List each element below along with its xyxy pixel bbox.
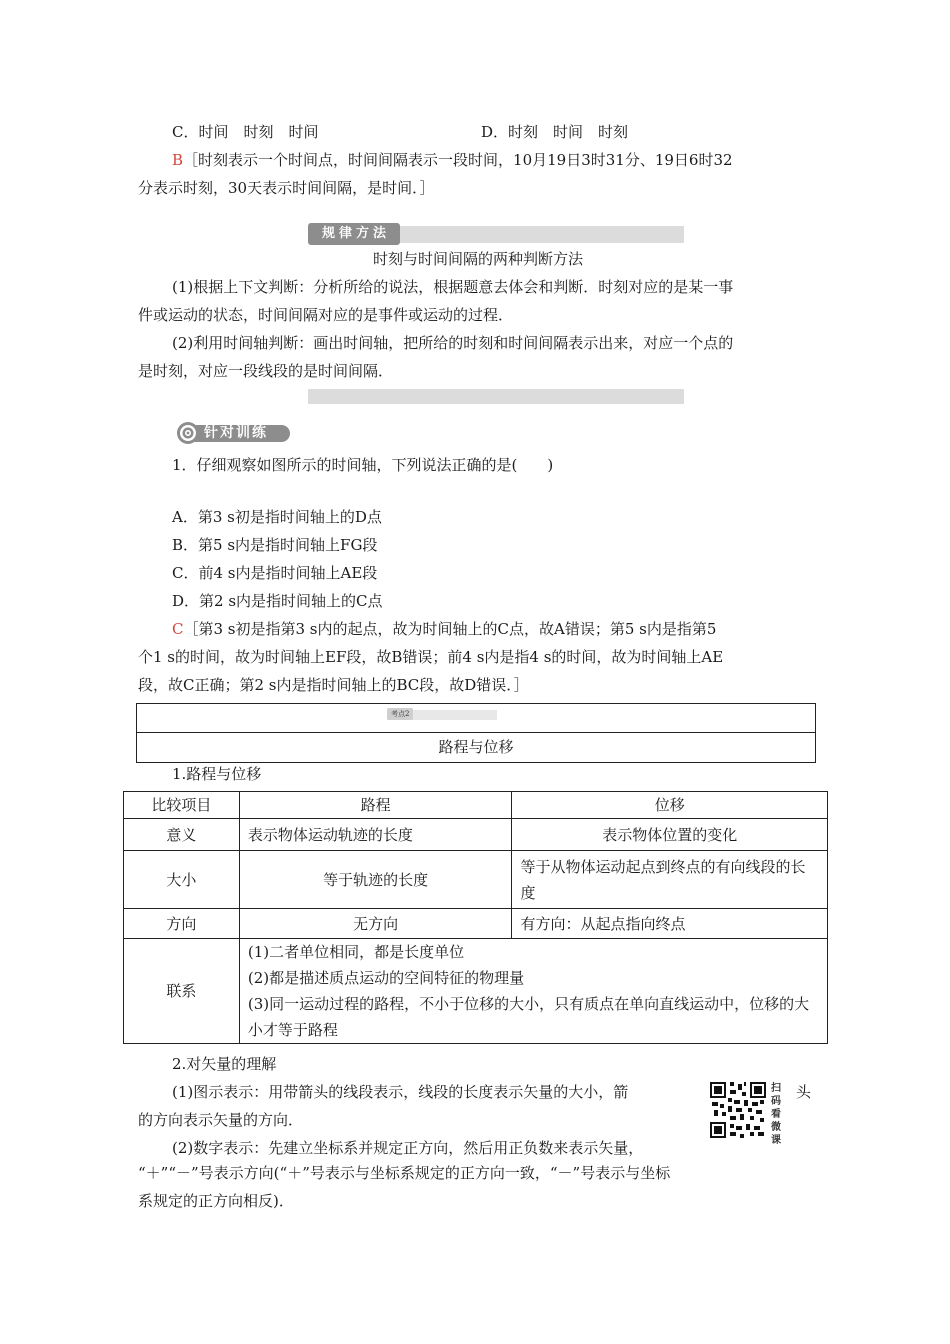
table-link-cell <box>239 939 827 1044</box>
option-c: C．时间 时刻 时间 <box>172 123 319 141</box>
section2-p2-line1: (2)数字表示：先建立坐标系并规定正方向，然后用正负数来表示矢量， <box>172 1139 644 1157</box>
answer-explanation <box>138 146 852 174</box>
comparison-table <box>123 791 828 1044</box>
section2-p1-line1: (1)图示表示：用带箭头的线段表示，线段的长度表示矢量的大小，箭 <box>172 1083 629 1101</box>
explanation-text-2: 分表示时刻，30天表示时间间隔，是时间．］ <box>138 179 435 197</box>
training-option-d: D．第2 s内是指时间轴上的C点 <box>172 592 383 610</box>
method-banner-end <box>308 389 684 404</box>
training-answer <box>138 615 852 643</box>
table-cell: 表示物体运动轨迹的长度 <box>239 819 512 851</box>
section1-heading: 1.路程与位移 <box>172 765 262 783</box>
kaodian-tag <box>387 710 497 720</box>
table-cell: 联系 <box>124 939 240 1044</box>
table-cell: 方向 <box>124 909 240 939</box>
training-answer-letter: C <box>172 620 184 638</box>
kaodian-box <box>136 703 816 763</box>
training-explanation-3: 段，故C正确；第2 s内是指时间轴上的BC段，故D错误．］ <box>138 676 529 694</box>
kaodian-title: 路程与位移 <box>438 738 514 756</box>
table-header-row <box>124 792 828 819</box>
table-cell: 无方向 <box>239 909 512 939</box>
table-header-cell: 位移 <box>512 792 828 819</box>
training-question: 1．仔细观察如图所示的时间轴，下列说法正确的是( ) <box>172 456 554 474</box>
table-cell: 等于轨迹的长度 <box>239 851 512 909</box>
kaodian-tag-text: 考点2 <box>387 708 413 720</box>
table-row <box>124 851 828 909</box>
link-line-3: (3)同一运动过程的路程，不小于位移的大小，只有质点在单向直线运动中，位移的大小才等于路程 <box>247 995 810 1039</box>
section2-p1-tail: 头 <box>796 1083 812 1101</box>
section2-heading: 2.对矢量的理解 <box>172 1055 277 1073</box>
section2-p2-line2: “＋”“－”号表示方向(“＋”号表示与坐标系规定的正方向一致，“－”号表示与坐标 <box>138 1164 671 1182</box>
training-label-text: 针对训练 <box>204 425 268 441</box>
qr-code-icon[interactable] <box>710 1082 766 1138</box>
method-title: 时刻与时间间隔的两种判断方法 <box>372 250 583 268</box>
table-cell: 大小 <box>124 851 240 909</box>
table-cell: 有方向：从起点指向终点 <box>512 909 828 939</box>
table-cell: 意义 <box>124 819 240 851</box>
table-cell: 等于从物体运动起点到终点的有向线段的长度 <box>512 851 828 909</box>
section2-p2-line3: 系规定的正方向相反)． <box>138 1192 294 1210</box>
option-d: D．时刻 时间 时刻 <box>481 123 629 141</box>
section2-p1-line2: 的方向表示矢量的方向． <box>138 1111 304 1129</box>
training-explanation-1: ［第3 s初是指第3 s内的起点，故为时间轴上的C点，故A错误；第5 s内是指第5 <box>183 620 717 638</box>
target-icon <box>176 421 200 445</box>
table-cell: 表示物体位置的变化 <box>512 819 828 851</box>
qr-label: 扫码看微课 <box>771 1083 781 1146</box>
link-line-1: (1)二者单位相同，都是长度单位 <box>247 943 465 961</box>
method-p1-line1: (1)根据上下文判断：分析所给的说法，根据题意去体会和判断．时刻对应的是某一事 <box>172 278 734 296</box>
explanation-text: ［时刻表示一个时间点，时间间隔表示一段时间，10月19日3时31分、19日6时32 <box>183 151 733 169</box>
link-line-2: (2)都是描述质点运动的空间特征的物理量 <box>247 969 525 987</box>
answer-letter: B <box>172 151 184 169</box>
table-row <box>124 819 828 851</box>
method-banner <box>308 226 684 243</box>
table-header-cell: 比较项目 <box>124 792 240 819</box>
training-explanation-2: 个1 s的时间，故为时间轴上EF段，故B错误；前4 s内是指4 s的时间，故为时间轴上AE <box>138 648 724 666</box>
training-label <box>176 421 290 445</box>
table-row-link <box>124 939 828 1044</box>
training-option-a: A．第3 s初是指时间轴上的D点 <box>172 508 382 526</box>
method-banner-label: 规律方法 <box>308 223 400 245</box>
training-option-c: C．前4 s内是指时间轴上AE段 <box>172 564 378 582</box>
method-p2-line2: 是时刻，对应一段线段的是时间间隔． <box>138 362 394 380</box>
table-header-cell: 路程 <box>239 792 512 819</box>
training-option-b: B．第5 s内是指时间轴上FG段 <box>172 536 378 554</box>
method-p1-line2: 件或运动的状态，时间间隔对应的是事件或运动的过程． <box>138 306 514 324</box>
table-row <box>124 909 828 939</box>
method-p2-line1: (2)利用时间轴判断：画出时间轴，把所给的时刻和时间间隔表示出来，对应一个点的 <box>172 334 734 352</box>
